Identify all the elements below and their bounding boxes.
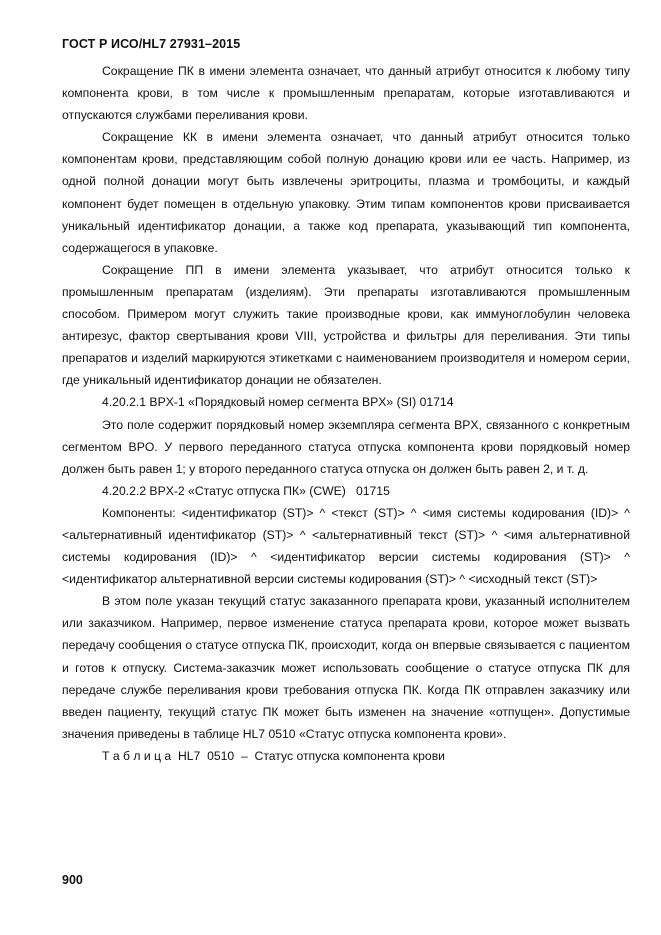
paragraph-kk-abbreviation: Сокращение КК в имени элемента означает, что данный атрибут относится только компонентам крови, представляющим собой полную донацию крови или ее часть. Например, из одной полной донации могут быть извлечены эритроциты, плазма и тромбоциты, и каждый компонент будет помещен в отдельную упаковку. Этим типам компонентов крови присваивается уникальный идентификатор донации, а также код препарата, указывающий тип компонента, содержащегося в упаковке.: [62, 130, 630, 255]
paragraph-pk-abbreviation: Сокращение ПК в имени элемента означает, что данный атрибут относится к любому типу компонента крови, в том числе к промышленным препаратам, которые изготавливаются и отпускаются службами переливания крови.: [62, 64, 630, 123]
paragraph-bpx-2-description: В этом поле указан текущий статус заказанного препарата крови, указанный исполнителем или заказчиком. Например, первое изменение статуса препарата крови, которое может вызвать передачу сообщения о статусе отпуска ПК, происходит, когда он впервые связывается с пациентом и готов к отпуску. Система-заказчик может использовать сообщение о статусе отпуска ПК для передаче службе переливания крови требования отпуска ПК. Когда ПК отправлен заказчику или введен пациенту, текущий статус ПК может быть изменен на значение «отпущен». Допустимые значения приведены в таблице HL7 0510 «Статус отпуска компонента крови».: [62, 594, 630, 741]
paragraph-pp-abbreviation: Сокращение ПП в имени элемента указывает, что атрибут относится только к промышленным препаратам (изделиям). Эти препараты изготавливаются промышленным способом. Примером могут служить такие производные крови, как иммуноглобулин человека антирезус, фактор свертывания крови VIII, устройства и фильтры для переливания. Эти типы препаратов и изделий маркируются этикетками с наименованием производителя и номером серии, где уникальный идентификатор донации не обязателен.: [62, 262, 630, 388]
paragraph-bpx-2-components: Компоненты: <идентификатор (ST)> ^ <текст (ST)> ^ <имя системы кодирования (ID)> ^ <альтернативный идентификатор (ST)> ^ <альтернативный текст (ST)> ^ <имя альтернативной системы кодирования (ID)> ^ <идентификатор версии системы кодирования (ST)> ^ <идентификатор альтернативной версии системы кодирования (ST)> ^ <исходный текст (ST)>: [62, 505, 630, 587]
paragraph-bpx-1-description: Это поле содержит порядковый номер экземпляра сегмента BPX, связанного с конкретным сегментом BPO. У первого переданного статуса отпуска компонента крови порядковый номер должен быть равен 1; у второго переданного статуса отпуска он должен быть равен 2, и т. д.: [62, 417, 630, 476]
document-header: ГОСТ Р ИСО/HL7 27931–2015: [62, 37, 241, 51]
table-caption: Т а б л и ц а HL7 0510 – Статус отпуска компонента крови: [102, 748, 445, 763]
section-heading-bpx-2: 4.20.2.2 BPX-2 «Статус отпуска ПК» (CWE) 01715: [102, 483, 390, 498]
page-number: 900: [62, 873, 83, 887]
page-body: [62, 60, 630, 767]
section-heading-bpx-1: 4.20.2.1 BPX-1 «Порядковый номер сегмента BPX» (SI) 01714: [102, 395, 454, 410]
